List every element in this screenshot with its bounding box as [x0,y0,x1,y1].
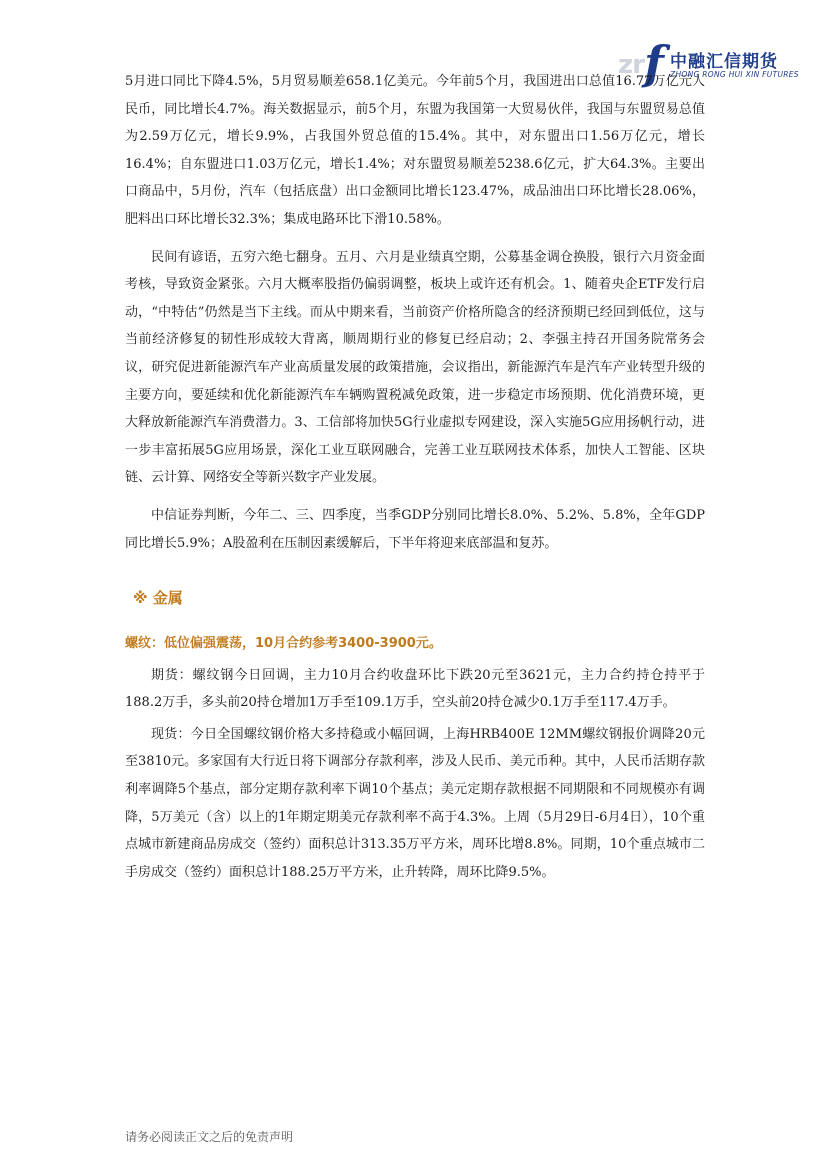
rebar-futures: 期货：螺纹钢今日回调，主力10月合约收盘环比下跌20元至3621元，主力合约持仓持平于188.2万手，多头前20持仓增加1万手至109.1万手，空头前20持仓减少0.1万手至117.4万手。 [125,667,705,711]
disclaimer-footer: 请务必阅读正文之后的免责声明 [125,1130,294,1144]
rebar-heading: 螺纹：低位偏强震荡，10月合约参考3400-3900元。 [125,636,442,652]
paragraph-citic: 中信证券判断，今年二、三、四季度，当季GDP分别同比增长8.0%、5.2%、5.8%，全年GDP同比增长5.9%；A股盈利在压制因素缓解后，下半年将迎来底部温和复苏。 [125,507,705,551]
logo-mark: zr [618,50,644,80]
report-body [125,68,705,886]
rebar-spot: 现货：今日全国螺纹钢价格大多持稳或小幅回调，上海HRB400E 12MM螺纹钢报价调降20元至3810元。多家国有大行近日将下调部分存款利率，涉及人民币、美元币种。其中，人民币活期存款利率调降5个基点，部分定期存款利率下调10个基点；美元定期存款根据不同期限和不同规模亦有调降，5万美元（含）以上的1年期定期美元存款利率不高于4.3%。上周（5月29日-6月4日），10个重点城市新建商品房成交（签约）面积总计313.35万平方米，周环比增8.8%。同期，10个重点城市二手房成交（签约）面积总计188.25万平方米，止升转降，周环比降9.5%。 [125,726,705,880]
paragraph-market: 民间有谚语，五穷六绝七翻身。五月、六月是业绩真空期，公募基金调仓换股，银行六月资金面考核，导致资金紧张。六月大概率股指仍偏弱调整，板块上或许还有机会。1、随着央企ETF发行启动，“中特估”仍然是当下主线。而从中期来看，当前资产价格所隐含的经济预期已经回到低位，这与当前经济修复的韧性形成较大背离，顺周期行业的修复已经启动；2、李强主持召开国务院常务会议，研究促进新能源汽车产业高质量发展的政策措施，会议指出，新能源汽车是汽车产业转型升级的主要方向，要延续和优化新能源汽车车辆购置税减免政策，进一步稳定市场预期、优化消费环境，更大释放新能源汽车消费潜力。3、工信部将加快5G行业虚拟专网建设，深入实施5G应用扬帆行动，进一步丰富拓展5G应用场景，深化工业互联网融合，完善工业互联网技术体系，加快人工智能、区块链、云计算、网络安全等新兴数字产业发展。 [125,249,705,486]
logo-chinese-name: 中融汇信期货 [670,52,778,72]
paragraph-trade: 5月进口同比下降4.5%，5月贸易顺差658.1亿美元。今年前5个月，我国进出口总值16.77万亿元人民币，同比增长4.7%。海关数据显示，前5个月，东盟为我国第一大贸易伙伴，我国与东盟贸易总值为2.59万亿元，增长9.9%，占我国外贸总值的15.4%。其中，对东盟出口1.56万亿元，增长16.4%；自东盟进口1.03万亿元，增长1.4%；对东盟贸易顺差5238.6亿元，扩大64.3%。主要出口商品中，5月份，汽车（包括底盘）出口金额同比增长123.47%，成品油出口环比增长28.06%，肥料出口环比增长32.3%；集成电路环比下滑10.58%。 [125,74,705,227]
logo-english-name: ZHONG RONG HUI XIN FUTURES [670,70,799,79]
logo-f-mark: f [644,36,664,90]
section-title-metals: ※ 金属 [133,589,183,608]
